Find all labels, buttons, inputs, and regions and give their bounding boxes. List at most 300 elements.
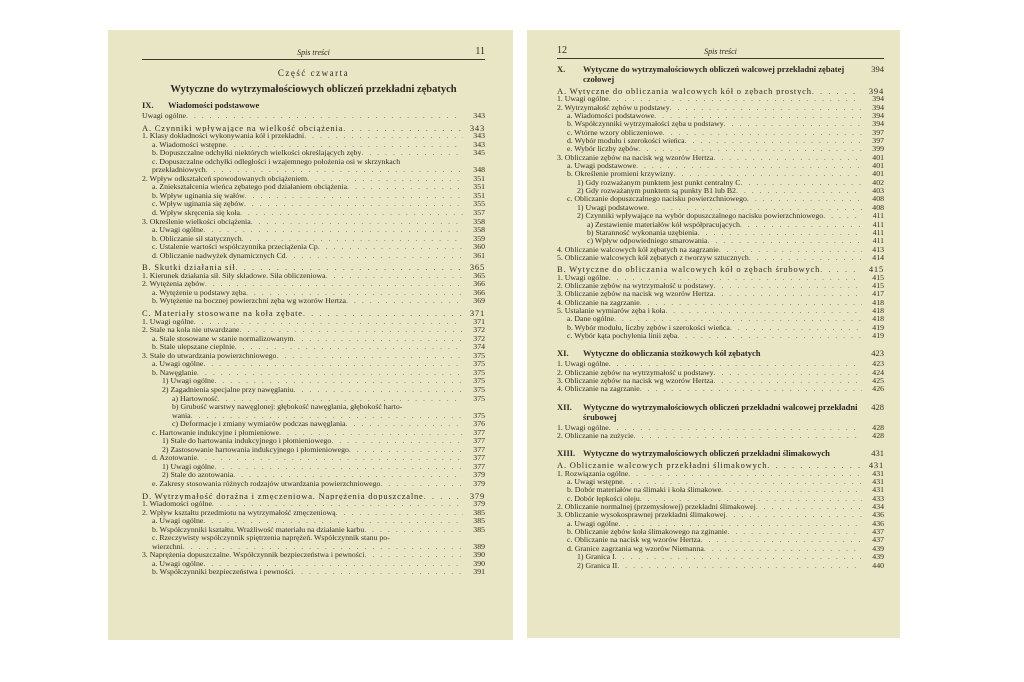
toc-leader-dots: [640, 385, 862, 393]
toc-entry: [557, 229, 884, 237]
toc-entry-page: 343: [473, 139, 485, 149]
toc-entry-title: c. Dobór lepkości oleju: [567, 494, 640, 503]
toc-entry: [142, 280, 485, 289]
toc-entry-title: 2. Stale na koła nie utwardzane: [142, 326, 240, 335]
toc-entry-page: 351: [473, 190, 485, 200]
toc-leader-dots: [364, 551, 463, 560]
toc-entry: [142, 568, 485, 577]
toc-entry-page: 343: [469, 122, 485, 133]
toc-entry-title: c. Wpływ uginania się zębów: [152, 200, 244, 209]
toc-entry: [557, 545, 884, 553]
toc-leader-dots: [235, 263, 463, 272]
section-heading: [557, 64, 884, 84]
toc-entry: [142, 343, 485, 352]
toc-entry: [557, 470, 884, 478]
toc-entry: [142, 141, 485, 150]
toc-leader-dots: [318, 243, 463, 252]
toc-entry-title: 3. Określenie wielkości obciążenia: [142, 217, 251, 226]
toc-leader-dots: [615, 553, 862, 561]
toc-entry-page: 391: [473, 567, 485, 577]
toc-leader-dots: [618, 520, 862, 528]
toc-leader-dots: [346, 297, 463, 306]
section-title: Wytyczne do wytrzymałościowych obliczeń przekładni walcowej przekładni śrubowej: [583, 401, 858, 422]
toc-entry-title: b. Stale ulepszane cieplnie: [152, 343, 235, 352]
toc-entry-title: 2. Wpływ odkształceń spowodowanych obciążeniem: [142, 174, 308, 183]
toc-entry-title: 2. Wytrzymałość zębów u podstawy: [557, 103, 670, 112]
toc-entry-title: 1) Granica I: [577, 553, 615, 562]
toc-entry: [557, 424, 884, 432]
toc-entry: [142, 534, 485, 543]
toc-entry-title: a. Zniekształcenia wieńca zębatego pod działaniem obciążenia: [152, 183, 348, 192]
toc-entry: [142, 243, 485, 252]
toc-leader-dots: [654, 112, 862, 120]
part-title: Wytyczne do wytrzymałościowych obliczeń przekładni zębatych: [170, 84, 457, 95]
section-roman: XII.: [557, 401, 572, 412]
toc-leader-dots: [197, 369, 463, 378]
toc-entry-page: 439: [872, 552, 884, 562]
toc-leader-dots: [634, 432, 862, 440]
toc-entry-title: b. Współczynniki bezpieczeństwa i pewności: [152, 568, 294, 577]
toc-entry-page: 411: [872, 236, 884, 246]
toc-leader-dots: [707, 237, 862, 245]
toc-entry-title: 1. Rozwiązania ogólne: [557, 469, 629, 478]
toc-entry-page: 357: [473, 208, 485, 218]
toc-subheading: [142, 309, 485, 318]
toc-entry-page: 390: [473, 558, 485, 568]
toc-entry-title: b) Grubość warstwy nawęglonej: głębokość nawęglania, głębokość harto-: [172, 403, 403, 412]
toc-entry-page: 418: [872, 297, 884, 307]
toc-entry: [142, 551, 485, 560]
toc-entry: [557, 503, 884, 511]
toc-entry-page: 415: [868, 264, 884, 275]
toc-entry: [142, 526, 485, 535]
toc-entry-page: 433: [872, 493, 884, 503]
toc-leader-dots: [214, 377, 463, 386]
toc-leader-dots: [639, 145, 862, 153]
toc-entry-title: a. Wiadomości podstawowe: [567, 112, 655, 121]
toc-leader-dots: [424, 492, 463, 501]
toc-entry-title: d. Azotowanie: [152, 454, 198, 463]
toc-entry-title: d. Obliczanie nadwyżek dynamicznych Cd: [152, 251, 286, 260]
toc-entry-page: 437: [872, 535, 884, 545]
toc-entry-title: c. Ustalenie wartości współczynnika przeciążenia Cp: [152, 243, 318, 252]
toc-entry-title: 1) Uwagi ogólne: [162, 377, 215, 386]
toc-entry-page: 426: [872, 384, 884, 394]
toc-entry-page: 411: [872, 219, 884, 229]
toc-leader-dots: [749, 254, 862, 262]
toc-entry-title: c. Wtórne wzory obliczeniowe: [567, 128, 663, 137]
toc-leader-dots: [713, 154, 862, 162]
right-header-rule: [557, 58, 884, 59]
toc-entry: [142, 500, 485, 509]
toc-entry-title: 4. Obliczanie walcowych kół zębatych na zagrzanie: [557, 245, 719, 254]
toc-entry-title: a. Dane ogólne: [567, 315, 614, 324]
toc-entry-title: 2. Obliczanie zębów na wytrzymałość u podstawy: [557, 281, 714, 290]
toc-entry-page: 377: [473, 453, 485, 463]
toc-entry-page: 394: [872, 111, 884, 121]
section-title: Wytyczne do obliczania stożkowych kół zębatych: [583, 348, 761, 359]
toc-entry: [142, 132, 485, 141]
toc-entry: [557, 104, 884, 112]
toc-entry-page: 348: [473, 165, 485, 175]
toc-subheading: [557, 461, 884, 469]
toc-entry-page: 394: [872, 94, 884, 104]
toc-entry: [557, 204, 884, 212]
toc-entry-title: 1. Uwagi ogólne: [557, 95, 609, 104]
toc-subheading: [142, 124, 485, 133]
toc-entry-page: 365: [473, 270, 485, 280]
toc-entry: [557, 528, 884, 536]
toc-leader-dots: [747, 195, 862, 203]
toc-entry-page: 375: [473, 359, 485, 369]
toc-leader-dots: [326, 272, 463, 281]
toc-entry: [142, 192, 485, 201]
toc-leader-dots: [820, 265, 862, 273]
toc-entry-title: c. Hartowanie indukcyjne i płomieniowe: [152, 428, 280, 437]
toc-entry-title: 3. Naprężenia dopuszczalne. Współczynnik bezpieczeństwa i pewności: [142, 551, 365, 560]
toc-entry-page: 411: [872, 227, 884, 237]
toc-entry-page: 431: [868, 460, 884, 471]
toc-leader-dots: [740, 179, 862, 187]
toc-leader-dots: [740, 221, 862, 229]
toc-entry: [557, 254, 884, 262]
toc-entry: [557, 511, 884, 519]
toc-entry: [142, 463, 485, 472]
toc-entry-title: B. Skutki działania sił: [142, 263, 236, 272]
toc-leader-dots: [307, 175, 463, 184]
toc-leader-dots: [714, 282, 862, 290]
toc-entry: [142, 369, 485, 378]
toc-entry: [142, 420, 485, 429]
toc-entry: [557, 129, 884, 137]
toc-entry-page: 397: [872, 127, 884, 137]
toc-entry-title: b. Dobór materiałów na ślimaki i koła ślimakowe: [567, 486, 722, 495]
toc-leader-dots: [617, 562, 862, 570]
right-running-head-title: Spis treści: [704, 47, 737, 56]
toc-leader-dots: [636, 162, 862, 170]
toc-entry-page: 376: [473, 419, 485, 429]
toc-leader-dots: [730, 324, 862, 332]
toc-entry-page: 355: [473, 199, 485, 209]
toc-entry-page: 408: [872, 194, 884, 204]
toc-entry: [142, 471, 485, 480]
toc-entry-page: 372: [473, 333, 485, 343]
toc-entry-page: 365: [469, 262, 485, 273]
toc-entry: [557, 495, 884, 503]
toc-leader-dots: [197, 454, 463, 463]
toc-entry-title: 2. Obliczanie zębów na wytrzymałość u podstawy: [557, 368, 714, 377]
toc-entry-page: 424: [872, 367, 884, 377]
toc-entry: [557, 324, 884, 332]
toc-entry: [557, 369, 884, 377]
section-title: Wiadomości podstawowe: [168, 100, 260, 110]
toc-entry-title: b. Obliczanie sił statycznych: [152, 234, 242, 243]
toc-entry-page: 360: [473, 242, 485, 252]
section-spacer: [557, 394, 884, 397]
toc-entry-title: b. Określenie promieni krzywizny: [567, 170, 674, 179]
toc-entry: [557, 290, 884, 298]
toc-entry-page: 379: [473, 499, 485, 509]
toc-entry: [142, 289, 485, 298]
toc-entry-title: 3. Obliczanie zębów na nacisk wg wzorów Hertza: [557, 377, 714, 385]
toc-entry: [142, 543, 485, 552]
toc-entry: [557, 307, 884, 315]
toc-leader-dots: [663, 129, 862, 137]
toc-leader-dots: [349, 446, 463, 455]
toc-entry-page: 431: [872, 468, 884, 478]
toc-entry-page: 401: [872, 161, 884, 171]
toc-leader-dots: [713, 290, 862, 298]
toc-leader-dots: [244, 200, 463, 209]
toc-entry: [142, 377, 485, 386]
toc-leader-dots: [205, 280, 463, 289]
toc-entry-title: d. Granice zagrzania wg wzorów Niemanna: [567, 544, 704, 553]
toc-entry-page: 379: [473, 478, 485, 488]
toc-entry: [142, 183, 485, 192]
toc-entry: [557, 154, 884, 162]
toc-entry-title: 1. Kierunek działania sił. Siły składowe. Siła obliczeniowa: [142, 271, 326, 280]
toc-entry: [557, 137, 884, 145]
toc-entry: [142, 446, 485, 455]
toc-leader-dots: [239, 326, 463, 335]
toc-entry-title: 2. Wpływ kształtu przedmiotu na wytrzymałość zmęczeniową: [142, 508, 336, 517]
toc-leader-dots: [206, 166, 463, 175]
toc-entry-page: 343: [473, 131, 485, 141]
toc-entry: [142, 429, 485, 438]
toc-entry-page: 419: [872, 330, 884, 340]
toc-entry-title: b. Dopuszczalne odchyłki niektórych wielkości określających zęby: [152, 149, 362, 158]
toc-leader-dots: [670, 104, 862, 112]
toc-entry-page: 437: [872, 527, 884, 537]
toc-entry: [557, 282, 884, 290]
toc-entry-title: Uwagi ogólne: [142, 112, 186, 120]
toc-entry: [557, 432, 884, 440]
toc-entry-page: 417: [872, 289, 884, 299]
toc-entry-page: 389: [473, 541, 485, 551]
toc-entry-page: 415: [872, 272, 884, 282]
toc-entry: [557, 179, 884, 187]
toc-entry-page: 415: [872, 280, 884, 290]
section-page: 423: [871, 348, 884, 359]
toc-leader-dots: [767, 461, 862, 469]
toc-leader-dots: [677, 332, 862, 340]
toc-entry-title: 2) Stale do azotowania: [162, 471, 234, 480]
toc-entry-title: 1) Uwagi ogólne: [162, 462, 215, 471]
toc-leader-dots: [214, 463, 463, 472]
toc-entry: [142, 297, 485, 306]
toc-entry-page: 375: [473, 393, 485, 403]
toc-entry-page: 431: [872, 477, 884, 487]
toc-entry-title: 1. Uwagi ogólne: [557, 273, 609, 282]
toc-entry-title: B. Wytyczne do obliczania walcowych kół o zębach śrubowych: [557, 265, 821, 274]
toc-leader-dots: [721, 486, 862, 494]
toc-entry: [142, 166, 485, 175]
toc-entry: [557, 112, 884, 120]
toc-entry-title: 5. Ustalanie wymiarów zęba i koła: [557, 306, 666, 315]
toc-leader-dots: [361, 149, 463, 158]
toc-leader-dots: [240, 209, 463, 218]
toc-entry: [557, 562, 884, 570]
toc-entry: [142, 386, 485, 395]
toc-entry-title: 1) Stale do hartowania indukcyjnego i płomieniowego: [162, 437, 332, 446]
toc-entry: [142, 480, 485, 489]
toc-leader-dots: [286, 252, 463, 261]
toc-entry-title: a. Wiadomości wstępne: [152, 140, 226, 149]
section-title: Wytyczne do wytrzymałościowych obliczeń walcowej przekładni zębatej czołowej: [583, 64, 845, 84]
left-page: [108, 30, 513, 640]
toc-entry-title: a. Stale stosowane w stanie normalizowanym: [152, 334, 294, 343]
toc-entry-page: 440: [872, 560, 884, 570]
toc-entry-title: 2. Obliczanie na zużycie: [557, 432, 634, 441]
toc-entry: [142, 158, 485, 167]
left-header-rule: [142, 59, 485, 60]
toc-entry-title: a. Uwagi wstępne: [567, 478, 623, 487]
toc-entry-title: e. Wybór liczby zębów: [567, 145, 639, 154]
toc-entry-page: 413: [872, 244, 884, 254]
toc-entry-page: 436: [872, 518, 884, 528]
toc-leader-dots: [246, 289, 463, 298]
toc-entry: [142, 209, 485, 218]
section-spacer: [557, 570, 884, 573]
toc-entry: [142, 437, 485, 446]
toc-entry-title: c) Deformacje i zmiany wymiarów podczas nawęglania: [172, 420, 346, 429]
toc-entry-page: 345: [473, 148, 485, 158]
toc-entry-title: a) Zestawienie materiałów kół współpracujących: [587, 220, 740, 229]
toc-entry-page: 401: [872, 169, 884, 179]
toc-subheading: [557, 265, 884, 273]
toc-leader-dots: [665, 307, 862, 315]
toc-entry: [557, 520, 884, 528]
toc-entry-title: b. Nawęglanie: [152, 368, 198, 377]
toc-leader-dots: [203, 517, 463, 526]
toc-entry-title: a. Uwagi ogólne: [152, 360, 204, 369]
toc-leader-dots: [724, 120, 862, 128]
section-page: 394: [871, 64, 884, 74]
toc-leader-dots: [623, 478, 862, 486]
toc-leader-dots: [242, 235, 463, 244]
toc-entry-page: 358: [473, 216, 485, 226]
toc-entry-title: wierzchni: [152, 542, 183, 551]
toc-entry: [142, 149, 485, 158]
toc-entry: [557, 536, 884, 544]
toc-leader-dots: [685, 137, 862, 145]
toc-entry: [557, 195, 884, 203]
section-roman: IX.: [142, 100, 154, 110]
toc-entry-title: 2) Czynniki wpływające na wybór dopuszczalnego nacisku powierzchniowego: [577, 212, 824, 221]
toc-entry-page: 419: [872, 322, 884, 332]
left-page-number: 11: [475, 46, 485, 57]
toc-entry-title: c. Obliczanie dopuszczalnego nacisku powierzchniowego: [567, 195, 747, 204]
toc-leader-dots: [823, 212, 862, 220]
toc-entry-title: 4. Obliczanie na zagrzanie: [557, 385, 640, 394]
toc-entry: [557, 360, 884, 368]
toc-leader-dots: [212, 500, 463, 509]
toc-entry-page: 351: [473, 173, 485, 183]
toc-entry-page: 358: [473, 225, 485, 235]
toc-leader-dots: [203, 226, 463, 235]
toc-entry: [142, 412, 485, 421]
toc-leader-dots: [276, 352, 463, 361]
toc-entry-page: 375: [473, 367, 485, 377]
toc-leader-dots: [727, 528, 862, 536]
toc-entry-title: a) Hartowność: [172, 394, 218, 403]
toc-leader-dots: [251, 218, 463, 227]
toc-entry: [557, 486, 884, 494]
toc-entry-title: 1) Gdy rozważanym punktem jest punkt centralny C: [577, 178, 741, 187]
toc-entry-page: 377: [473, 427, 485, 437]
toc-entry-page: 377: [473, 444, 485, 454]
toc-entry-page: 359: [473, 233, 485, 243]
toc-leader-dots: [704, 545, 862, 553]
toc-leader-dots: [218, 395, 463, 404]
toc-entry-title: 2) Granica II: [577, 561, 618, 570]
toc-entry: [557, 162, 884, 170]
toc-entry-page: 371: [473, 316, 485, 326]
toc-leader-dots: [245, 192, 463, 201]
toc-leader-dots: [194, 318, 463, 327]
toc-entry: [142, 560, 485, 569]
toc-leader-dots: [628, 470, 862, 478]
toc-subheading: [557, 87, 884, 95]
toc-leader-dots: [303, 309, 463, 318]
toc-leader-dots: [736, 187, 862, 195]
toc-entry: [142, 395, 485, 404]
toc-entry: [142, 252, 485, 261]
toc-subheading: [142, 492, 485, 501]
toc-entry-page: 402: [872, 177, 884, 187]
toc-entry-page: 385: [473, 516, 485, 526]
toc-entry-page: 379: [473, 470, 485, 480]
toc-entry-page: 399: [872, 144, 884, 154]
toc-entry-title: b. Współczynniki kształtu. Wrażliwość materiału na działanie karbu: [152, 525, 365, 534]
toc-leader-dots: [609, 95, 862, 103]
toc-entry-title: d. Wpływ skręcenia się koła: [152, 209, 240, 218]
toc-entry: [557, 221, 884, 229]
toc-leader-dots: [235, 343, 463, 352]
toc-entry-page: 343: [473, 111, 485, 120]
toc-entry-title: b. Wytężenie na bocznej powierzchni zęba wg wzorów Hertza: [152, 297, 347, 306]
right-page-number: 12: [557, 45, 567, 56]
toc-entry: [557, 274, 884, 282]
toc-entry-page: 397: [872, 136, 884, 146]
toc-entry-title: 1. Uwagi ogólne: [557, 360, 609, 369]
toc-entry-page: 425: [872, 376, 884, 385]
toc-entry-page: 385: [473, 524, 485, 534]
toc-leader-dots: [701, 536, 862, 544]
toc-entry-title: A. Czynniki wpływające na wielkość obciążenia: [142, 123, 344, 133]
toc-entry: [142, 360, 485, 369]
toc-entry-title: 2) Zastosowanie hartowania indukcyjnego i płomieniowego: [162, 445, 349, 454]
toc-entry-page: 374: [473, 342, 485, 352]
section-heading: [557, 348, 884, 358]
toc-entry-title: a. Uwagi ogólne: [152, 559, 204, 568]
toc-entry-title: 1. Klasy dokładności wykonywania kół i przekładni: [142, 132, 305, 141]
toc-entry-title: c. Dopuszczalne odchyłki odległości i wzajemnego położenia osi w skrzynkach: [152, 157, 401, 166]
toc-leader-dots: [336, 509, 463, 518]
toc-entry-title: b. Wybór modułu, liczby zębów i szerokości wieńca: [567, 323, 730, 332]
right-toc-list: [557, 64, 884, 573]
left-running-head-title: Spis treści: [297, 48, 330, 57]
toc-leader-dots: [304, 132, 463, 141]
toc-leader-dots: [714, 369, 862, 377]
toc-entry: [557, 187, 884, 195]
toc-leader-dots: [698, 229, 862, 237]
toc-leader-dots: [756, 503, 862, 511]
toc-leader-dots: [346, 420, 463, 429]
toc-entry: [142, 403, 485, 412]
toc-entry-title: 2) Zagadnienia specjalne przy nawęglaniu: [162, 385, 294, 394]
toc-leader-dots: [719, 246, 862, 254]
